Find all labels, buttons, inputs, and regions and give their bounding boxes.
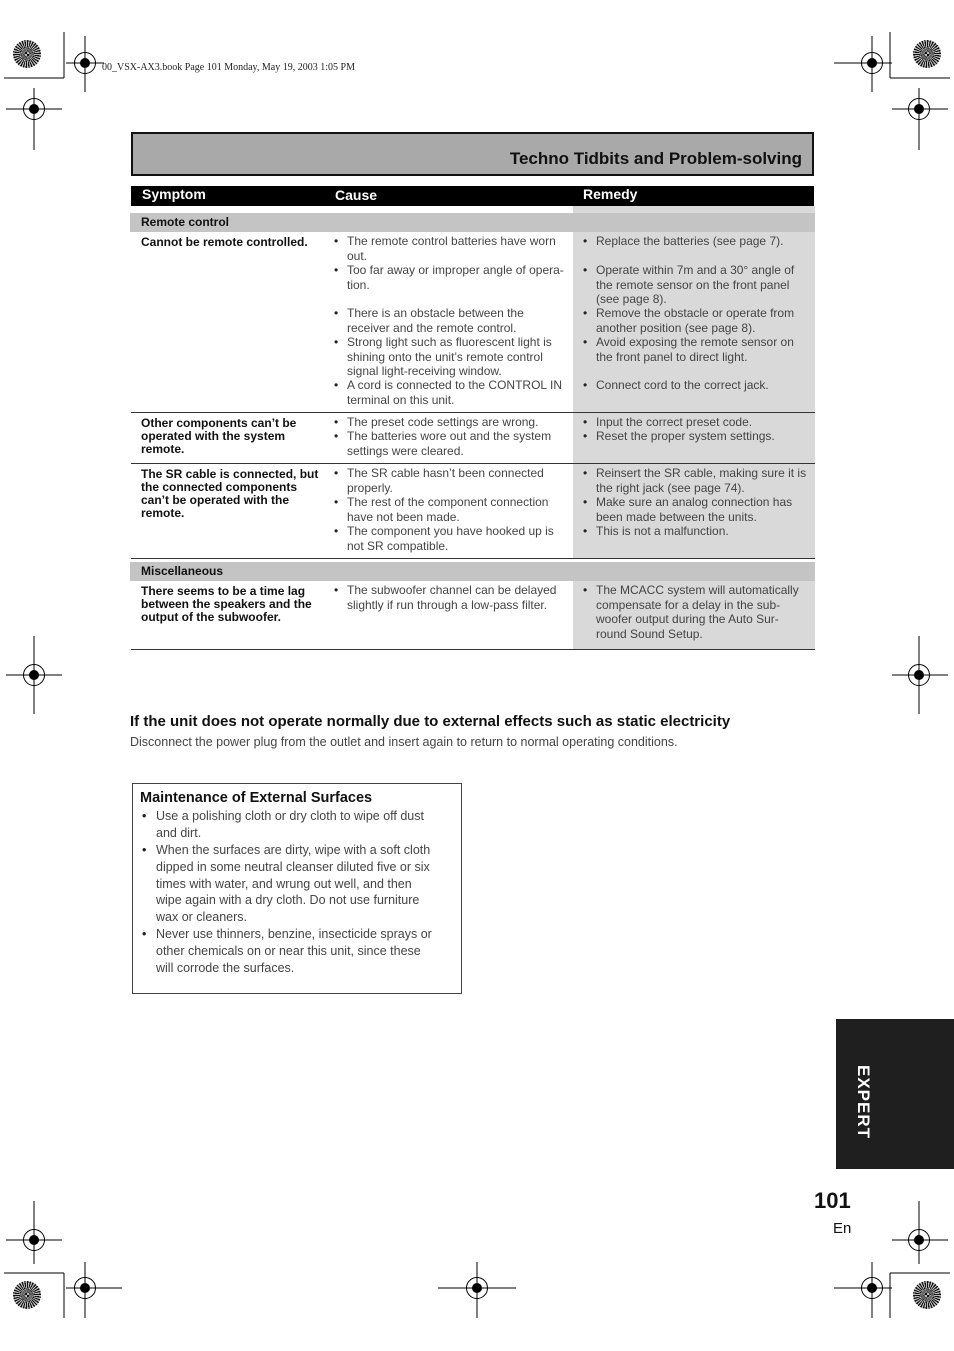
table-header [131,186,814,206]
cause-item: • The batteries wore out and the system settings were cleared. [347,429,573,458]
static-heading: If the unit does not operate normally due to external effects such as static electricity [130,713,731,730]
row-divider [131,463,815,464]
static-text: Disconnect the power plug from the outlet and insert again to return to normal operating conditions. [130,735,678,749]
section-title-bar [131,132,814,176]
page-number: 101 [814,1188,851,1213]
section-label: Remote control [141,215,230,229]
cause-item: • The preset code settings are wrong. [347,415,573,430]
maintenance-item: • Never use thinners, benzine, insecticide sprays or other chemicals on or near this unit, since these will corrode the surfaces. [156,926,456,976]
remedy-item: • Remove the obstacle or operate from another position (see page 8). [596,306,814,335]
section-band-miscellaneous [130,562,815,581]
remedy-item: • Replace the batteries (see page 7). [596,234,814,249]
header-symptom: Symptom [142,186,206,202]
remedy-item: • Make sure an analog connection has been made between the units. [596,495,814,524]
section-band-remote-control [130,213,815,232]
remedy-item: • Input the correct preset code. [596,415,814,430]
remedy-item: • Reset the proper system settings. [596,429,814,444]
cause-item: • There is an obstacle between the receiver and the remote control. [347,306,573,335]
section-title: Techno Tidbits and Problem-solving [509,149,802,168]
cause-item: • The SR cable hasn’t been connected properly. [347,466,573,495]
table-row-symptom: The SR cable is connected, but the connected components can’t be operated with the remote. [141,467,319,520]
table-row-symptom: Cannot be remote controlled. [141,235,308,249]
section-label: Miscellaneous [141,564,224,578]
row-divider [131,412,815,413]
row-divider [131,558,815,559]
remedy-item: • The MCACC system will automatically compensate for a delay in the sub- woofer output during the Auto Sur- round Sound Setup. [596,583,814,641]
row-divider [131,649,815,650]
cause-item: • The remote control batteries have worn out. [347,234,573,263]
remedy-item: • Reinsert the SR cable, making sure it is the right jack (see page 74). [596,466,814,495]
cause-item: • Too far away or improper angle of opera- tion. [347,263,573,292]
maintenance-title: Maintenance of External Surfaces [140,790,373,806]
remedy-item: • Operate within 7m and a 30° angle of the remote sensor on the front panel (see page 8). [596,263,814,307]
book-info: 00_VSX-AX3.book Page 101 Monday, May 19, 2003 1:05 PM [102,62,355,73]
cause-item: • The rest of the component connection have not been made. [347,495,573,524]
table-row-symptom: There seems to be a time lag between the speakers and the output of the subwoofer. [141,584,312,624]
maintenance-box [132,783,462,994]
remedy-item: • This is not a malfunction. [596,524,814,539]
maintenance-item: • Use a polishing cloth or dry cloth to wipe off dust and dirt. [156,808,456,842]
header-cause: Cause [335,187,378,203]
expert-side-tab [836,1019,954,1169]
expert-tab-label: EXPERT [854,1065,873,1140]
cause-item: • The component you have hooked up is not SR compatible. [347,524,573,553]
remedy-item: • Avoid exposing the remote sensor on the front panel to direct light. [596,335,814,364]
header-remedy: Remedy [583,186,638,202]
cause-item: • A cord is connected to the CONTROL IN terminal on this unit. [347,378,573,407]
cause-item: • The subwoofer channel can be delayed slightly if run through a low-pass filter. [347,583,573,612]
table-row-symptom: Other components can’t be operated with the system remote. [141,416,297,456]
maintenance-item: • When the surfaces are dirty, wipe with a soft cloth dipped in some neutral cleanser diluted five or six times with water, and wrung out well, and then wipe again with a dry cloth. Do not use furniture wax or cleaners. [156,842,456,926]
cause-item: • Strong light such as fluorescent light is shining onto the unit’s remote control signal light-receiving window. [347,335,573,379]
remedy-item: • Connect cord to the correct jack. [596,378,814,393]
page-language: En [833,1220,852,1237]
